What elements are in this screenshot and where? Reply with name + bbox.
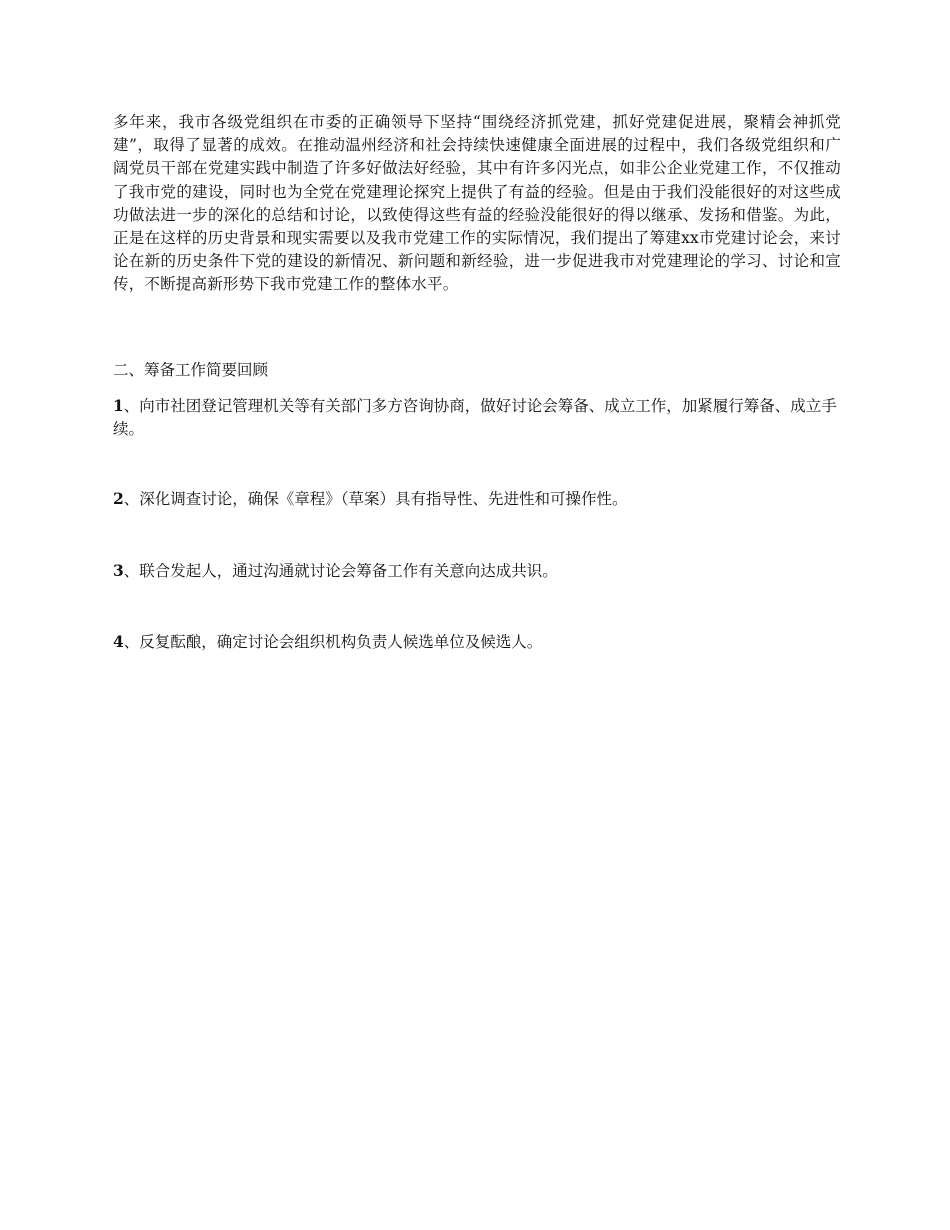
list-item-text: 、向市社团登记管理机关等有关部门多方咨询协商，做好讨论会筹备、成立工作，加紧履行筹备、成立手续。 (113, 397, 837, 439)
list-item-number: 3 (113, 561, 124, 580)
intro-paragraph: 多年来，我市各级党组织在市委的正确领导下坚持“围绕经济抓党建，抓好党建促进展，聚精会神抓党建”，取得了显著的成效。在推动温州经济和社会持续快速健康全面进展的过程中，我们各级党组织和广阔党员干部在党建实践中制造了许多好做法好经验，其中有许多闪光点，如非公企业党建工作，不仅推动了我市党的建设，同时也为全党在党建理论探究上提供了有益的经验。但是由于我们没能很好的对这些成功做法进一步的深化的总结和讨论，以致使得这些有益的经验没能很好的得以继承、发扬和借鉴。为此，正是在这样的历史背景和现实需要以及我市党建工作的实际情况，我们提出了筹建xx市党建讨论会，来讨论在新的历史条件下党的建设的新情况、新问题和新经验，进一步促进我市对党建理论的学习、讨论和宣传，不断提高新形势下我市党建工作的整体水平。 (113, 113, 841, 294)
list-item (113, 394, 841, 441)
list-item (113, 487, 841, 511)
document-page (113, 111, 841, 651)
list-item-text: 、联合发起人，通过沟通就讨论会筹备工作有关意向达成共识。 (123, 562, 558, 580)
list-item-number: 4 (113, 632, 124, 651)
list-item-text: 、反复酝酿，确定讨论会组织机构负责人候选单位及候选人。 (123, 633, 543, 651)
list-item-number: 2 (113, 489, 124, 508)
list-item-number: 1 (113, 396, 124, 415)
section-heading: 二、筹备工作简要回顾 (113, 361, 269, 379)
list-item-text: 、深化调查讨论，确保《章程》（草案）具有指导性、先进性和可操作性。 (123, 490, 628, 508)
list-item (113, 559, 841, 583)
list-item (113, 630, 841, 654)
